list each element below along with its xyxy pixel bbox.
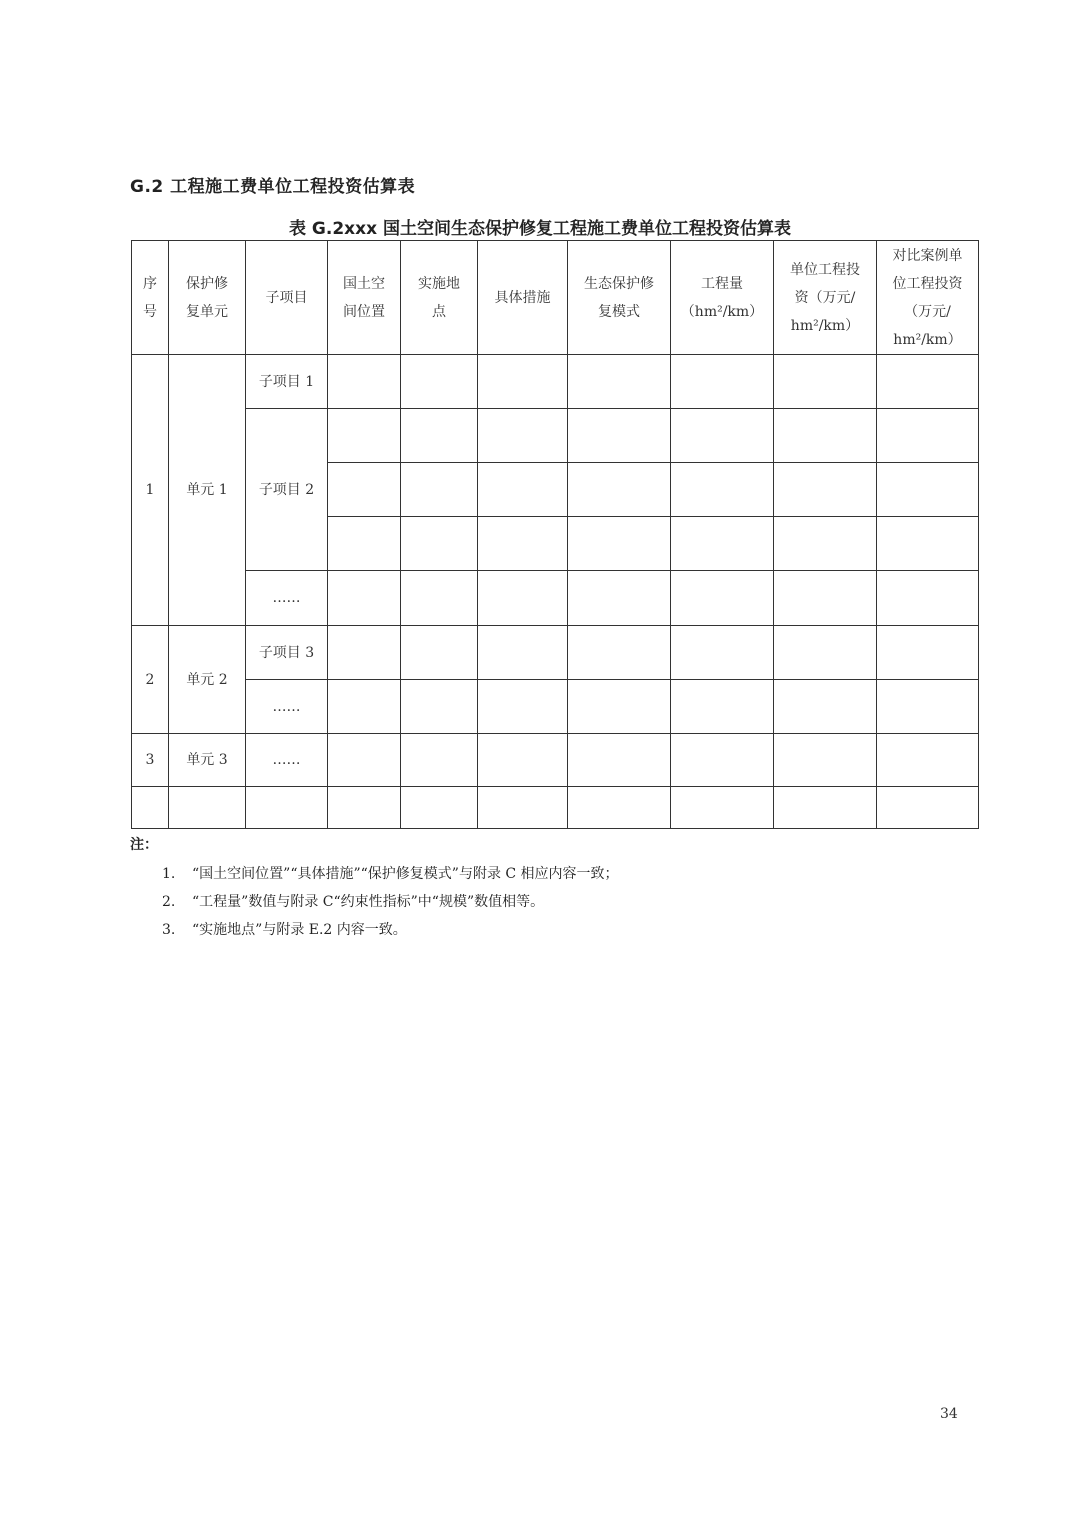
- table-row: [132, 409, 979, 463]
- empty-cell: [401, 355, 478, 409]
- empty-cell: [478, 680, 568, 734]
- table-row: [132, 355, 979, 409]
- empty-cell: [774, 463, 877, 517]
- header-measures: 具体措施: [478, 241, 568, 355]
- empty-cell: [774, 626, 877, 680]
- empty-cell: [478, 734, 568, 787]
- empty-cell: [671, 626, 774, 680]
- empty-cell: [568, 734, 671, 787]
- empty-cell: [774, 571, 877, 626]
- empty-cell: [328, 571, 401, 626]
- empty-cell: [877, 463, 979, 517]
- table-row: [132, 626, 979, 680]
- header-mode: 生态保护修 复模式: [568, 241, 671, 355]
- header-quantity: 工程量 （hm²/km）: [671, 241, 774, 355]
- empty-cell: [877, 517, 979, 571]
- note-number: 2.: [162, 894, 176, 910]
- table-row: [132, 734, 979, 787]
- note-item: [130, 916, 407, 944]
- empty-cell: [568, 680, 671, 734]
- investment-estimate-table: [131, 240, 979, 829]
- page-number: 34: [940, 1406, 958, 1422]
- empty-cell: [478, 463, 568, 517]
- empty-cell: [671, 463, 774, 517]
- table-row: [132, 571, 979, 626]
- empty-cell: [671, 571, 774, 626]
- empty-cell: [401, 734, 478, 787]
- table-row: [132, 787, 979, 829]
- empty-cell: [478, 409, 568, 463]
- empty-cell: [671, 355, 774, 409]
- notes-heading: 注：: [130, 837, 158, 853]
- empty-cell: [671, 517, 774, 571]
- empty-cell: [246, 787, 328, 829]
- empty-cell: [671, 734, 774, 787]
- empty-cell: [328, 517, 401, 571]
- empty-cell: [401, 517, 478, 571]
- empty-cell: [328, 787, 401, 829]
- unit-index: 1: [132, 355, 169, 626]
- header-subitem: 子项目: [246, 241, 328, 355]
- subitem-cell: 子项目 3: [246, 626, 328, 680]
- header-site: 实施地 点: [401, 241, 478, 355]
- empty-cell: [877, 787, 979, 829]
- empty-cell: [568, 787, 671, 829]
- note-text: “国土空间位置”“具体措施”“保护修复模式”与附录 C 相应内容一致；: [192, 866, 619, 882]
- unit-index: 2: [132, 626, 169, 734]
- empty-cell: [774, 787, 877, 829]
- empty-cell: [401, 463, 478, 517]
- header-unit-investment: 单位工程投 资（万元/ hm²/km）: [774, 241, 877, 355]
- empty-cell: [671, 409, 774, 463]
- empty-cell: [774, 734, 877, 787]
- empty-cell: [401, 409, 478, 463]
- empty-cell: [671, 680, 774, 734]
- empty-cell: [568, 626, 671, 680]
- unit-name: 单元 2: [169, 626, 246, 734]
- empty-cell: [568, 463, 671, 517]
- empty-cell: [568, 571, 671, 626]
- empty-cell: [478, 626, 568, 680]
- empty-cell: [774, 409, 877, 463]
- empty-cell: [877, 680, 979, 734]
- empty-cell: [877, 734, 979, 787]
- table-caption: 表 G.2xxx 国土空间生态保护修复工程施工费单位工程投资估算表: [289, 219, 791, 239]
- empty-cell: [132, 787, 169, 829]
- empty-cell: [877, 355, 979, 409]
- subitem-cell: ……: [246, 680, 328, 734]
- empty-cell: [877, 571, 979, 626]
- subitem-cell: 子项目 1: [246, 355, 328, 409]
- empty-cell: [401, 787, 478, 829]
- empty-cell: [478, 787, 568, 829]
- empty-cell: [401, 626, 478, 680]
- header-comparison-investment: 对比案例单 位工程投资 （万元/ hm²/km）: [877, 241, 979, 355]
- subitem-cell: 子项目 2: [246, 409, 328, 571]
- header-row: [132, 241, 979, 355]
- notes-block: [130, 834, 619, 944]
- table-row: [132, 680, 979, 734]
- empty-cell: [568, 409, 671, 463]
- header-index: 序 号: [132, 241, 169, 355]
- empty-cell: [328, 626, 401, 680]
- empty-cell: [478, 571, 568, 626]
- unit-index: 3: [132, 734, 169, 787]
- empty-cell: [671, 787, 774, 829]
- empty-cell: [568, 517, 671, 571]
- empty-cell: [478, 355, 568, 409]
- note-number: 3.: [162, 922, 176, 938]
- subitem-cell: ……: [246, 734, 328, 787]
- note-item: [130, 888, 545, 916]
- empty-cell: [774, 517, 877, 571]
- note-number: 1.: [162, 866, 176, 882]
- note-item: [130, 860, 619, 888]
- empty-cell: [478, 517, 568, 571]
- note-text: “实施地点”与附录 E.2 内容一致。: [192, 922, 407, 938]
- empty-cell: [328, 409, 401, 463]
- empty-cell: [877, 626, 979, 680]
- empty-cell: [328, 463, 401, 517]
- empty-cell: [169, 787, 246, 829]
- unit-name: 单元 3: [169, 734, 246, 787]
- empty-cell: [568, 355, 671, 409]
- empty-cell: [328, 680, 401, 734]
- empty-cell: [401, 571, 478, 626]
- header-location: 国土空 间位置: [328, 241, 401, 355]
- empty-cell: [401, 680, 478, 734]
- unit-name: 单元 1: [169, 355, 246, 626]
- note-text: “工程量”数值与附录 C“约束性指标”中“规模”数值相等。: [192, 894, 545, 910]
- header-unit: 保护修 复单元: [169, 241, 246, 355]
- empty-cell: [328, 734, 401, 787]
- empty-cell: [774, 680, 877, 734]
- subitem-cell: ……: [246, 571, 328, 626]
- section-title: G.2 工程施工费单位工程投资估算表: [130, 177, 416, 197]
- empty-cell: [328, 355, 401, 409]
- empty-cell: [774, 355, 877, 409]
- empty-cell: [877, 409, 979, 463]
